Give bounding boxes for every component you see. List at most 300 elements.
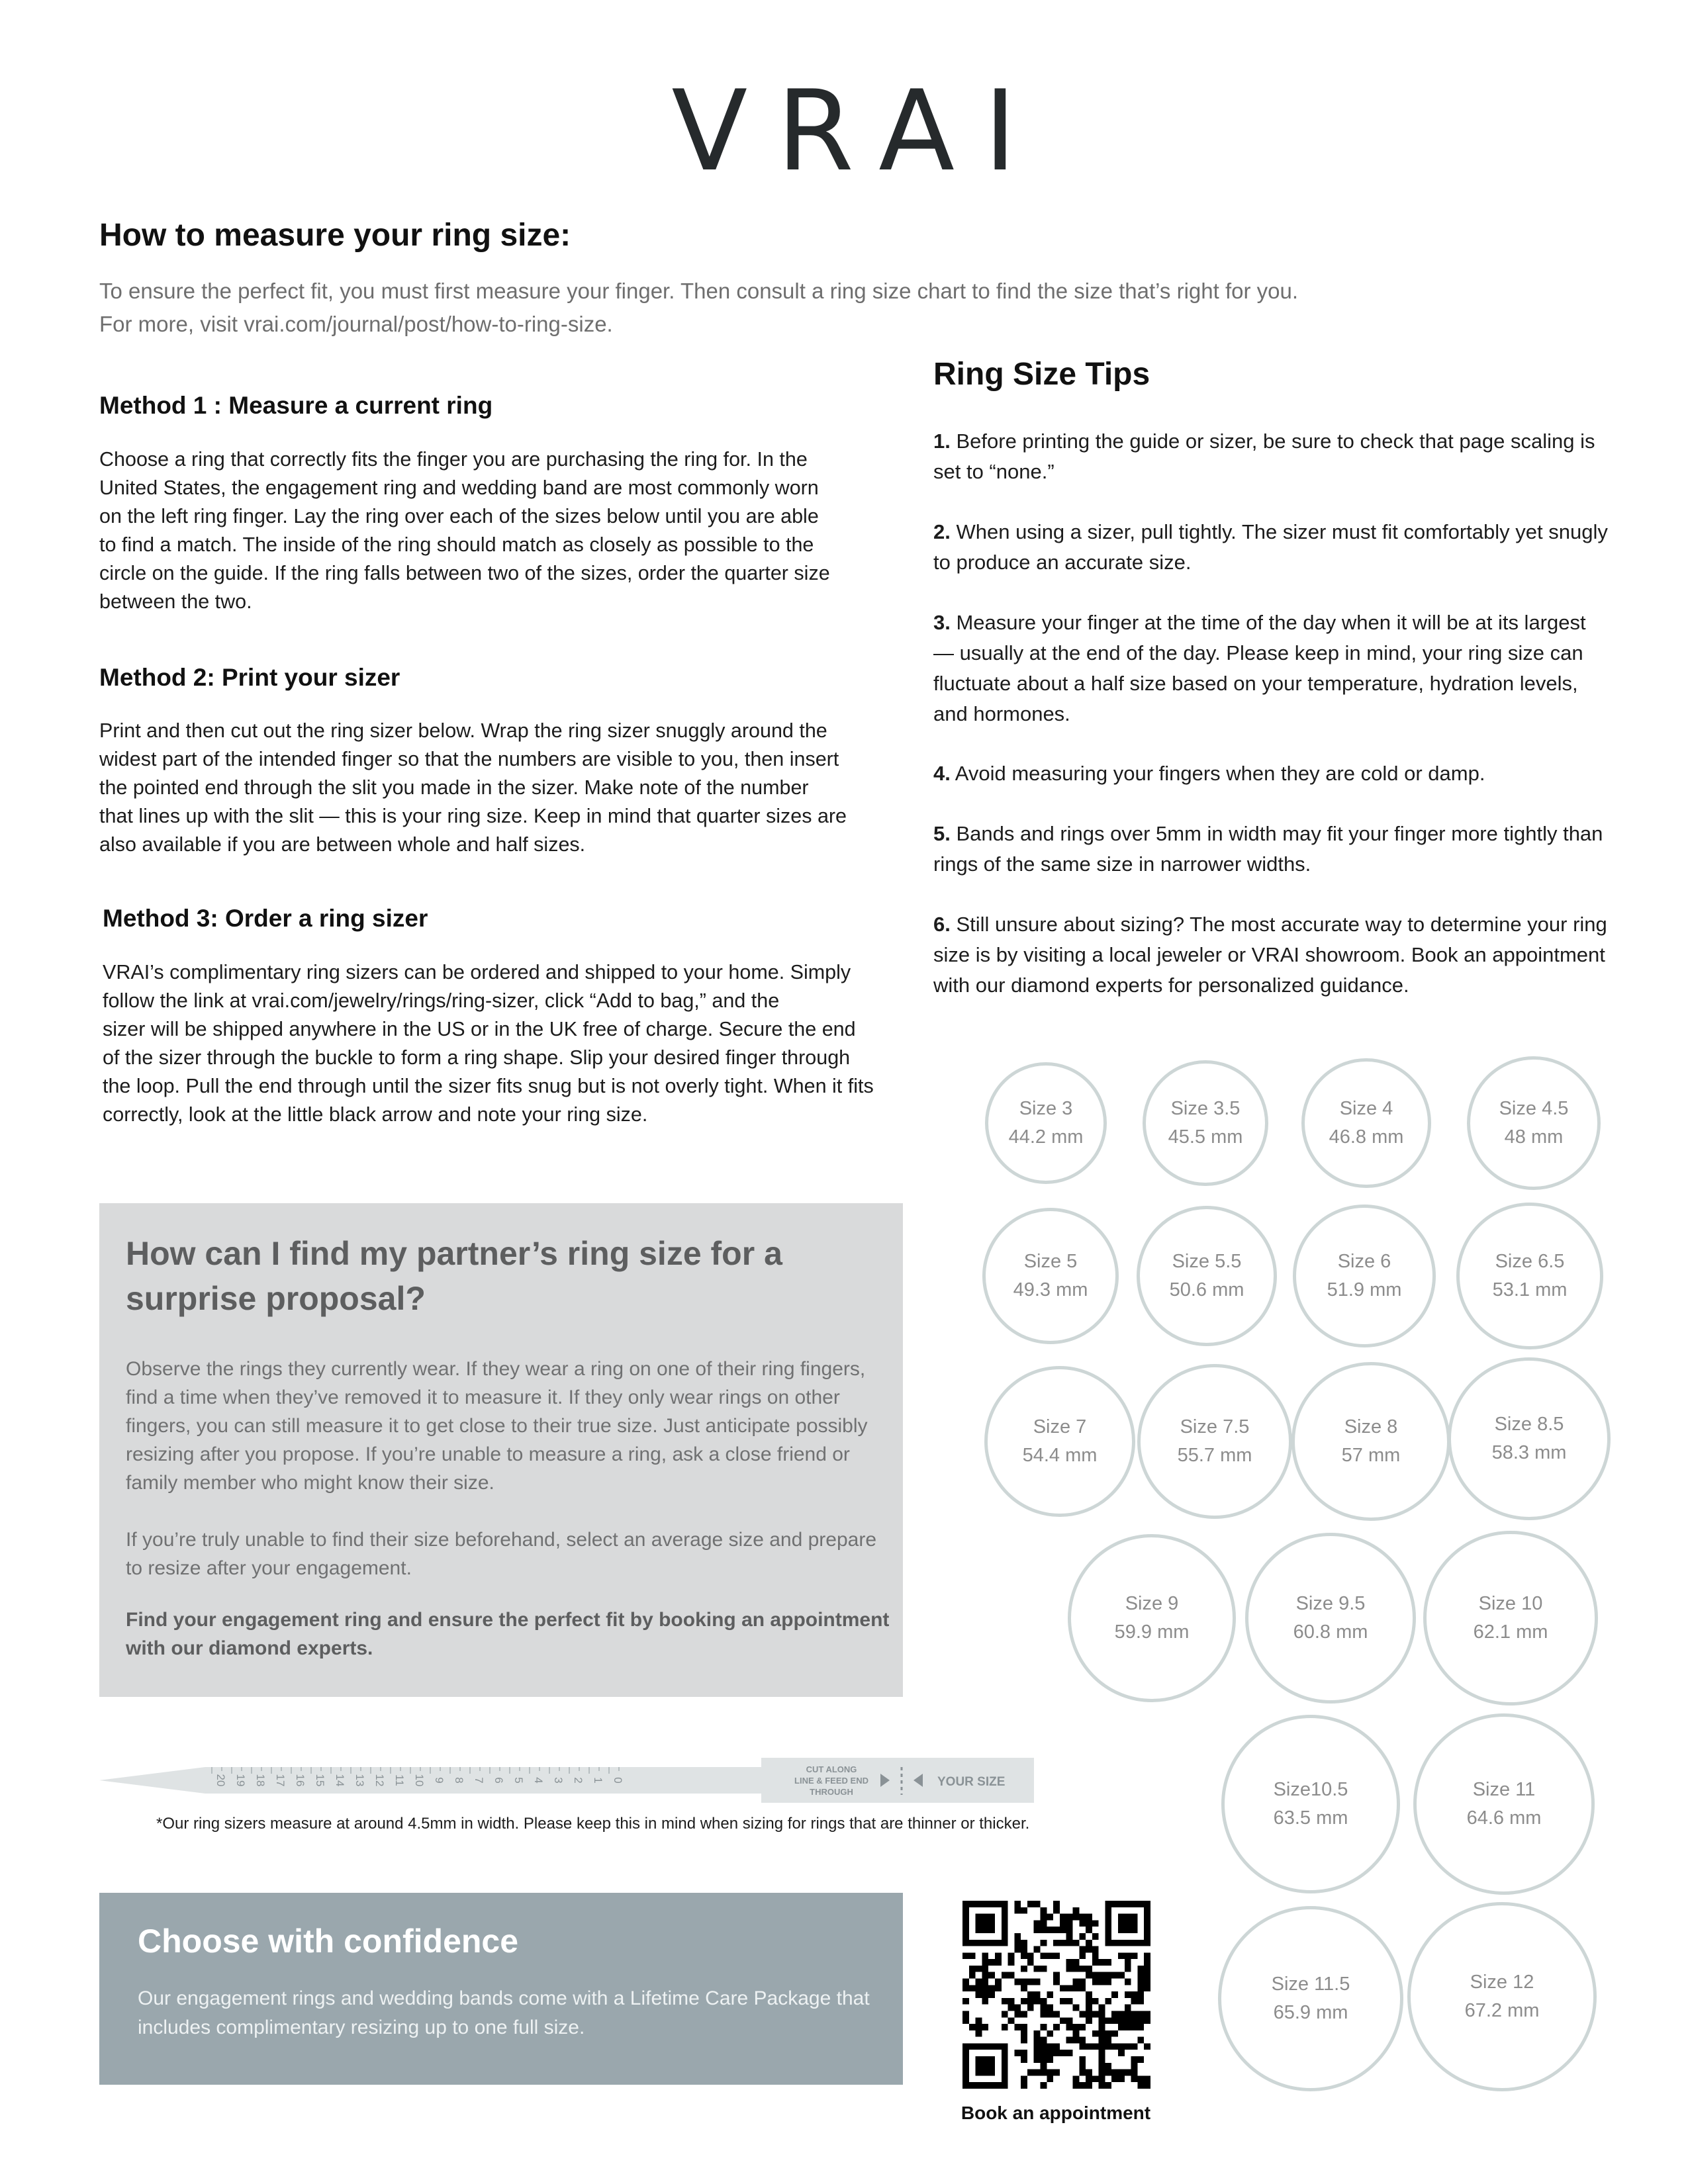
qr-module: [1053, 1952, 1060, 1959]
vrai-logo: VRAI: [671, 66, 1046, 196]
ring-size-8-5: [1448, 1357, 1611, 1520]
text-line: that lines up with the slit — this is your ring size. Keep in mind that quarter sizes are: [99, 805, 847, 827]
qr-module: [1072, 2082, 1079, 2089]
sizer-number: 4: [532, 1777, 545, 1784]
qr-module: [1131, 2070, 1138, 2076]
method-1-body: [99, 445, 830, 616]
qr-module: [1053, 1927, 1060, 1933]
qr-module: [1072, 2024, 1079, 2030]
qr-module: [1137, 1979, 1144, 1985]
qr-module: [1021, 2075, 1027, 2082]
qr-module: [982, 1966, 988, 1972]
qr-module: [1047, 2056, 1053, 2063]
qr-module: [1099, 1972, 1105, 1979]
qr-module: [976, 1979, 982, 1985]
qr-module: [1027, 1998, 1034, 2005]
qr-module: [1144, 2017, 1150, 2024]
qr-module: [1125, 1959, 1131, 1966]
ring-size-4: [1301, 1058, 1431, 1188]
qr-module: [1086, 2011, 1092, 2017]
ring-size-label: Size 3: [1019, 1098, 1073, 1119]
ring-mm-label: 45.5 mm: [1168, 1126, 1243, 1148]
qr-module: [1111, 2017, 1118, 2024]
qr-module: [1099, 2005, 1105, 2011]
qr-module: [1066, 1966, 1073, 1972]
qr-module: [1047, 1914, 1053, 1921]
qr-module: [1041, 2011, 1047, 2017]
qr-module: [976, 1966, 982, 1972]
ring-size-label: Size 12: [1470, 1972, 1534, 1993]
qr-module: [982, 1959, 988, 1966]
qr-module: [1034, 2056, 1041, 2063]
qr-module: [1034, 2030, 1041, 2037]
qr-module: [1041, 1927, 1047, 1933]
text-line: Observe the rings they currently wear. If they wear a ring on one of their ring fingers,: [126, 1358, 866, 1380]
qr-module: [1072, 1966, 1079, 1972]
tip-text: Measure your finger at the time of the day when it will be at its largest — usually at the end of the day. Please keep in mind, your ring size can fluctuate about a half size based on your temperature, hydration levels, and hormones.: [933, 611, 1586, 725]
qr-module: [1086, 2043, 1092, 2050]
qr-module: [1060, 1920, 1066, 1927]
qr-module: [1125, 2005, 1131, 2011]
ring-mm-label: 49.3 mm: [1013, 1279, 1088, 1300]
qr-module: [988, 1991, 995, 1998]
qr-module: [1086, 2017, 1092, 2024]
qr-module: [1144, 1966, 1150, 1972]
qr-module: [1099, 2070, 1105, 2076]
qr-module: [1034, 2043, 1041, 2050]
ring-size-5: [982, 1208, 1119, 1344]
qr-module: [1118, 2011, 1125, 2017]
tip-text: Still unsure about sizing? The most accurate way to determine your ring size is by visiting a local jeweler or VRAI showroom. Book an appointment with our diamond experts for personalized guidance.: [933, 913, 1607, 997]
partner-paragraph-1: [126, 1355, 894, 1497]
partner-paragraph-2: [126, 1525, 894, 1582]
ring-size-4-5: [1467, 1056, 1601, 1190]
qr-module: [982, 1985, 988, 1991]
text-line: with our diamond experts.: [126, 1637, 373, 1659]
qr-module: [1079, 1985, 1086, 1991]
qr-module: [1066, 1914, 1073, 1921]
sizer-number: 0: [612, 1777, 624, 1784]
qr-module: [1060, 2050, 1066, 2056]
qr-module: [1137, 2082, 1144, 2089]
text-line: also available if you are between whole and half sizes.: [99, 833, 586, 856]
qr-module: [1099, 2024, 1105, 2030]
qr-module: [1014, 1940, 1021, 1946]
qr-module: [1111, 2030, 1118, 2037]
qr-module: [1047, 1927, 1053, 1933]
sizer-number: 17: [274, 1774, 287, 1787]
qr-module: [976, 1914, 995, 1933]
tip-number: 3.: [933, 611, 951, 634]
qr-module: [1053, 1940, 1060, 1946]
qr-module: [1079, 2043, 1086, 2050]
sizer-number: 5: [512, 1777, 525, 1784]
qr-module: [1118, 2017, 1125, 2024]
qr-module: [1072, 1914, 1079, 1921]
qr-module: [1137, 2075, 1144, 2082]
qr-module: [1099, 2063, 1105, 2070]
qr-module: [1027, 2005, 1034, 2011]
ring-size-11: [1413, 1713, 1595, 1895]
qr-module: [1066, 1998, 1073, 2005]
qr-module: [1041, 1920, 1047, 1927]
ring-size-3-5: [1143, 1060, 1268, 1186]
qr-module: [1060, 1914, 1066, 1921]
sizer-number: 11: [393, 1774, 406, 1786]
qr-module: [1066, 1933, 1073, 1940]
qr-module: [1118, 2050, 1125, 2056]
method-2-title: Method 2: Print your sizer: [99, 664, 400, 691]
text-line: Print and then cut out the ring sizer below. Wrap the ring sizer snuggly around the: [99, 719, 827, 742]
qr-module: [1072, 2030, 1079, 2037]
qr-module: [1041, 2024, 1047, 2030]
qr-module: [1021, 1985, 1027, 1991]
qr-module: [1008, 1959, 1015, 1966]
qr-module: [995, 1985, 1002, 1991]
qr-module: [1060, 1940, 1066, 1946]
qr-module: [1099, 2017, 1105, 2024]
qr-module: [1144, 1985, 1150, 1991]
qr-module: [1086, 1920, 1092, 1927]
qr-module: [976, 2017, 982, 2024]
tip-3: [933, 608, 1609, 729]
ring-mm-label: 51.9 mm: [1327, 1279, 1402, 1300]
qr-module: [1053, 2011, 1060, 2017]
qr-module: [1105, 2063, 1111, 2070]
qr-module: [1041, 2056, 1047, 2063]
qr-module: [1105, 1959, 1111, 1966]
qr-module: [1099, 1959, 1105, 1966]
qr-module: [1072, 2037, 1079, 2044]
text-line: of the sizer through the buckle to form a ring shape. Slip your desired finger through: [103, 1046, 851, 1069]
text-line: resizing after you propose. If you’re unable to measure a ring, ask a close friend or: [126, 1443, 850, 1465]
qr-module: [1137, 2056, 1144, 2063]
qr-module: [1053, 1972, 1060, 1979]
book-appointment-label[interactable]: Book an appointment: [961, 2103, 1151, 2123]
page-title: How to measure your ring size:: [99, 218, 571, 253]
qr-module: [969, 2024, 976, 2030]
text-line: Our engagement rings and wedding bands come with a Lifetime Care Package that: [138, 1987, 870, 2009]
tip-number: 4.: [933, 762, 951, 785]
qr-module: [1041, 2050, 1047, 2056]
qr-module: [1047, 2043, 1053, 2050]
your-size-label: YOUR SIZE: [937, 1775, 1006, 1789]
intro-text: [99, 275, 1298, 341]
qr-module: [1086, 1972, 1092, 1979]
qr-module: [1137, 1966, 1144, 1972]
qr-module: [1041, 1940, 1047, 1946]
qr-module: [1131, 2043, 1138, 2050]
qr-module: [1053, 2070, 1060, 2076]
tip-5: [933, 819, 1609, 880]
tip-text: Bands and rings over 5mm in width may fit your finger more tightly than rings of the same size in narrower widths.: [933, 822, 1603, 876]
qr-module: [1099, 2043, 1105, 2050]
text-line: circle on the guide. If the ring falls between two of the sizes, order the quarter size: [99, 562, 830, 584]
ring-size-label: Size 9.5: [1295, 1593, 1366, 1614]
qr-module: [1092, 1972, 1099, 1979]
sizer-note: *Our ring sizers measure at around 4.5mm in width. Please keep this in mind when sizing for rings that are thinner or thicker.: [156, 1815, 1030, 1833]
qr-module: [1099, 1979, 1105, 1985]
qr-module: [1105, 2070, 1111, 2076]
qr-module: [1131, 2056, 1138, 2063]
ring-size-10-5: [1221, 1715, 1400, 1893]
qr-module: [1086, 2005, 1092, 2011]
ring-size-label: Size 3.5: [1170, 1098, 1241, 1119]
tip-text: Before printing the guide or sizer, be sure to check that page scaling is set to “none.”: [933, 430, 1595, 483]
sizer-number: 15: [314, 1774, 326, 1787]
qr-module: [1047, 2070, 1053, 2076]
qr-module: [1079, 1946, 1086, 1953]
sizer-number: 3: [552, 1777, 565, 1784]
method-3-body: [103, 958, 874, 1129]
qr-module: [1079, 1914, 1086, 1921]
text-line: between the two.: [99, 590, 252, 613]
qr-module: [1021, 2037, 1027, 2044]
qr-module: [1092, 1998, 1099, 2005]
ring-mm-label: 58.3 mm: [1491, 1442, 1567, 1463]
qr-module: [1041, 1998, 1047, 2005]
method-3-title: Method 3: Order a ring sizer: [103, 905, 428, 932]
qr-module: [1125, 1966, 1131, 1972]
text-line: Find your engagement ring and ensure the perfect fit by booking an appointment: [126, 1609, 890, 1631]
text-line: on the left ring finger. Lay the ring over each of the sizes below until you are able: [99, 505, 819, 527]
qr-module: [1002, 2011, 1008, 2017]
qr-module: [1021, 1946, 1027, 1953]
qr-module: [1021, 1966, 1027, 1972]
qr-module: [982, 1972, 988, 1979]
qr-module: [1079, 2056, 1086, 2063]
ring-size-label: Size 5: [1023, 1251, 1078, 1272]
qr-module: [1137, 1972, 1144, 1979]
qr-module: [1027, 2070, 1034, 2076]
qr-module: [1060, 2017, 1066, 2024]
qr-module: [1014, 1979, 1021, 1985]
ring-size-label: Size 5.5: [1172, 1251, 1242, 1272]
qr-module: [1111, 2043, 1118, 2050]
qr-module: [1131, 2063, 1138, 2070]
qr-module: [976, 2056, 995, 2075]
qr-module: [1099, 2075, 1105, 2082]
qr-module: [1072, 1985, 1079, 1991]
qr-module: [1111, 2075, 1118, 2082]
qr-module: [1099, 2082, 1105, 2089]
qr-module: [1034, 1979, 1041, 1985]
text-line: to resize after your engagement.: [126, 1557, 412, 1579]
text-line: United States, the engagement ring and wedding band are most commonly worn: [99, 477, 819, 499]
qr-module: [1099, 2037, 1105, 2044]
qr-module: [1131, 2011, 1138, 2017]
ring-mm-label: 57 mm: [1341, 1445, 1401, 1466]
qr-module: [1041, 2037, 1047, 2044]
qr-module: [1079, 1979, 1086, 1985]
qr-module: [1105, 1998, 1111, 2005]
qr-module: [1118, 1914, 1137, 1933]
qr-module: [1034, 1998, 1041, 2005]
tips-title: Ring Size Tips: [933, 357, 1150, 392]
qr-module: [1041, 1914, 1047, 1921]
qr-module: [1014, 1901, 1021, 1907]
qr-module: [1079, 1933, 1086, 1940]
qr-module: [1092, 2030, 1099, 2037]
ring-sizer-strip: [99, 1754, 1039, 1807]
qr-module: [1034, 1901, 1041, 1907]
qr-module: [1079, 2024, 1086, 2030]
qr-module: [1021, 2050, 1027, 2056]
qr-module: [1092, 2075, 1099, 2082]
qr-module: [1131, 2017, 1138, 2024]
qr-module: [1125, 2017, 1131, 2024]
qr-module: [1008, 2005, 1015, 2011]
qr-module: [1021, 2011, 1027, 2017]
qr-module: [1105, 1972, 1111, 1979]
ring-size-9: [1068, 1534, 1236, 1702]
ring-mm-label: 54.4 mm: [1022, 1445, 1098, 1466]
qr-module: [1002, 2024, 1008, 2030]
qr-module: [1041, 2070, 1047, 2076]
qr-module: [1086, 1991, 1092, 1998]
qr-module: [1092, 1952, 1099, 1959]
qr-module: [1053, 2024, 1060, 2030]
ring-size-9-5: [1245, 1533, 1416, 1704]
ring-mm-label: 67.2 mm: [1464, 2000, 1540, 2021]
qr-module: [1047, 2030, 1053, 2037]
qr-module: [1053, 2050, 1060, 2056]
qr-module: [1118, 2024, 1125, 2030]
method-2-body: [99, 717, 847, 859]
qr-module: [1137, 2011, 1144, 2017]
sizer-number: 20: [214, 1774, 227, 1787]
ring-size-label: Size 6.5: [1495, 1251, 1565, 1272]
qr-module: [1053, 2043, 1060, 2050]
qr-module: [969, 1985, 976, 1991]
ring-size-label: Size 11: [1472, 1779, 1536, 1800]
qr-module: [1027, 1979, 1034, 1985]
qr-module: [1008, 1972, 1015, 1979]
qr-module: [1047, 2075, 1053, 2082]
qr-module: [1008, 1998, 1015, 2005]
qr-module: [988, 1972, 995, 1979]
ring-size-label: Size 4: [1339, 1098, 1393, 1119]
qr-code-icon[interactable]: [962, 1901, 1150, 2089]
ring-size-label: Size 8.5: [1494, 1414, 1564, 1435]
qr-module: [1086, 2070, 1092, 2076]
qr-module: [1014, 2005, 1021, 2011]
qr-module: [1137, 1991, 1144, 1998]
ring-size-label: Size 4.5: [1499, 1098, 1569, 1119]
ring-mm-label: 63.5 mm: [1273, 1807, 1348, 1829]
sizer-number: 2: [572, 1777, 585, 1784]
qr-module: [962, 1952, 969, 1959]
text-line: sizer will be shipped anywhere in the US or in the UK free of charge. Secure the end: [103, 1018, 856, 1040]
text-line: the pointed end through the slit you made in the sizer. Make note of the number: [99, 776, 809, 799]
text-line: VRAI’s complimentary ring sizers can be ordered and shipped to your home. Simply: [103, 961, 851, 983]
qr-module: [1079, 1920, 1086, 1927]
qr-module: [1125, 2024, 1131, 2030]
qr-module: [1125, 1952, 1131, 1959]
ring-size-7: [984, 1366, 1135, 1517]
qr-module: [1014, 2024, 1021, 2030]
qr-module: [962, 2017, 969, 2024]
tip-1: [933, 426, 1609, 487]
qr-module: [1144, 2075, 1150, 2082]
qr-module: [1072, 2075, 1079, 2082]
qr-module: [1060, 1927, 1066, 1933]
text-line: widest part of the intended finger so that the numbers are visible to you, then insert: [99, 748, 839, 770]
qr-module: [1047, 2050, 1053, 2056]
sizer-number: 13: [353, 1774, 366, 1787]
ring-size-6-5: [1456, 1203, 1603, 1349]
qr-module: [1092, 1979, 1099, 1985]
qr-module: [962, 1998, 969, 2005]
ring-size-5-5: [1137, 1206, 1277, 1346]
qr-module: [1066, 2024, 1073, 2030]
qr-module: [1125, 1979, 1131, 1985]
qr-module: [1014, 1933, 1021, 1940]
qr-module: [1137, 2017, 1144, 2024]
qr-module: [1111, 1991, 1118, 1998]
qr-module: [988, 1959, 995, 1966]
ring-mm-label: 46.8 mm: [1329, 1126, 1404, 1148]
qr-module: [1021, 2024, 1027, 2030]
qr-module: [1092, 1946, 1099, 1953]
qr-module: [1079, 2063, 1086, 2070]
sizer-number: 14: [334, 1774, 346, 1787]
qr-module: [1118, 2043, 1125, 2050]
qr-module: [1021, 1940, 1027, 1946]
qr-module: [1041, 2063, 1047, 2070]
cut-along-line-1: CUT ALONG: [806, 1764, 857, 1774]
qr-module: [1060, 1998, 1066, 2005]
qr-module: [982, 1979, 988, 1985]
qr-module: [1105, 1979, 1111, 1985]
qr-module: [995, 1952, 1002, 1959]
qr-module: [1066, 1940, 1073, 1946]
ring-mm-label: 62.1 mm: [1473, 1621, 1548, 1643]
ring-size-label: Size10.5: [1273, 1779, 1348, 1800]
ring-mm-label: 44.2 mm: [1008, 1126, 1084, 1148]
ring-size-8: [1291, 1362, 1450, 1521]
qr-module: [1086, 1946, 1092, 1953]
qr-module: [1092, 1933, 1099, 1940]
qr-module: [1053, 1979, 1060, 1985]
qr-module: [1079, 2037, 1086, 2044]
ring-mm-label: 53.1 mm: [1492, 1279, 1568, 1300]
qr-module: [1137, 1998, 1144, 2005]
qr-module: [1041, 2043, 1047, 2050]
qr-module: [976, 1991, 982, 1998]
text-line: the loop. Pull the end through until the sizer fits snug but is not overly tight. When it fits: [103, 1075, 874, 1097]
ring-size-label: Size 7.5: [1180, 1416, 1250, 1437]
sizer-number: 10: [413, 1774, 426, 1787]
qr-module: [1027, 1901, 1034, 1907]
qr-module: [1060, 1985, 1066, 1991]
qr-module: [1137, 1985, 1144, 1991]
qr-module: [1014, 1946, 1021, 1953]
qr-module: [1131, 1998, 1138, 2005]
qr-module: [982, 1991, 988, 1998]
qr-module: [962, 1985, 969, 1991]
method-1-title: Method 1 : Measure a current ring: [99, 392, 493, 419]
qr-module: [1086, 1966, 1092, 1972]
qr-module: [982, 2024, 988, 2030]
qr-module: [1131, 1991, 1138, 1998]
qr-module: [962, 2011, 969, 2017]
qr-module: [1066, 1927, 1073, 1933]
qr-module: [1053, 1907, 1060, 1914]
sizer-number: 18: [254, 1774, 267, 1787]
qr-module: [1047, 1991, 1053, 1998]
qr-module: [1021, 1979, 1027, 1985]
